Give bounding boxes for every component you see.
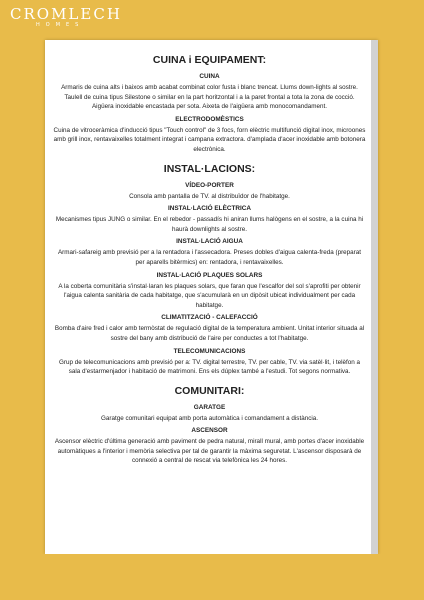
item-text: Armari-safareig amb previsió per a la rentadora i l'assecadora. Preses dobles d'aigua calenta-freda (preparat per aparells bitèrmics) en: rentadora, i rentavaixelles. [57, 249, 362, 266]
item-heading: INSTAL·LACIÓ ELÈCTRICA [168, 205, 251, 213]
item-text: Bomba d'aire fred i calor amb termòstat de regulació digital de la temperatura ambient. Unitat interior situada al sostre del bany amb distribució de l'aire per conductes a tot l'habitatge. [54, 325, 365, 342]
item-text: Mecanismes tipus JUNG o similar. En el rebedor - passadís hi aniran llums halògens en el sostre, a la cuina hi haurà downlights al sostre. [55, 216, 364, 233]
section-title: COMUNITARI: [174, 384, 245, 397]
item-text: Consola amb pantalla de TV. al distribuïdor de l'habitatge. [129, 192, 290, 200]
section-installations [53, 163, 366, 377]
section-community [53, 385, 366, 466]
panel-side-stripe [371, 40, 378, 554]
section-title: INSTAL·LACIONS: [163, 162, 256, 175]
brand-logo [10, 6, 122, 29]
section-kitchen [53, 54, 366, 155]
content-panel [45, 40, 378, 554]
item-heading: INSTAL·LACIÓ AIGUA [176, 238, 243, 246]
item-heading: ASCENSOR [191, 427, 228, 435]
item-heading: INSTAL·LACIÓ PLAQUES SOLARS [156, 271, 263, 279]
item-heading: VÍDEO-PORTER [185, 181, 234, 189]
item-heading: CUINA [199, 73, 220, 80]
brand-sub: HOMES [36, 22, 85, 28]
content-body [53, 54, 366, 470]
item-text: Grup de telecomunicacions amb previsió per a: TV. digital terrestre, TV. per cable, TV. via satèl·lit, i telèfon a sala d'estarmenjador i habitació de matrimoni. Ens els dúplex també a l'estudi. Tot segons normativa. [58, 358, 360, 376]
item-heading: CLIMATITZACIÓ - CALEFACCIÓ [161, 314, 258, 322]
item-heading: ELECTRODOMÈSTICS [175, 115, 244, 123]
item-heading: GARATGE [193, 403, 226, 411]
item-text: Garatge comunitari equipat amb porta automàtica i comandament a distància. [100, 414, 318, 422]
bottom-band [0, 554, 424, 600]
item-heading: TELECOMUNICACIONS [173, 347, 246, 355]
item-text: Ascensor elèctric d'última generació amb paviment de pedra natural, mirall mural, amb portes d'acer inoxidable automàtiques a l'interior i memòria selectiva per tal de garantir la màxima seguretat. L'ascensor disposarà de connexió a central de rescat via telefònica les 24 hores. [54, 438, 365, 465]
item-text: Armaris de cuina alts i baixos amb acabat combinat color fusta i blanc trencat. Llums down-lights al sostre. Taulell de cuina tipus Silestone o similar en la part horitzontal i a la paret frontal a tota la zona de cocció. Aigüera inoxidable encastada per sota. Aixeta de l'aigüera amb monocomandament. [61, 84, 358, 111]
item-text: Cuina de vitroceràmica d'inducció tipus "Touch control" de 3 focs, forn elèctric multifunció digital inox, microones amb grill inox, rentavaixelles totalment integrat i campana extractora. d'amplada d'acer inoxidable amb botonera electrònica. [53, 126, 366, 153]
item-text: A la coberta comunitària s'instal·laran les plaques solars, que faran que l'escalfor del sol s'aprofiti per obtenir l'aigua calenta sanitària de cada habitatge, que s'acumularà en un dipòsit ubicat individualment per cada habitatge. [58, 282, 361, 309]
brand-name: CROMLECH [10, 5, 122, 23]
section-title: CUINA i EQUIPAMENT: [152, 54, 267, 66]
